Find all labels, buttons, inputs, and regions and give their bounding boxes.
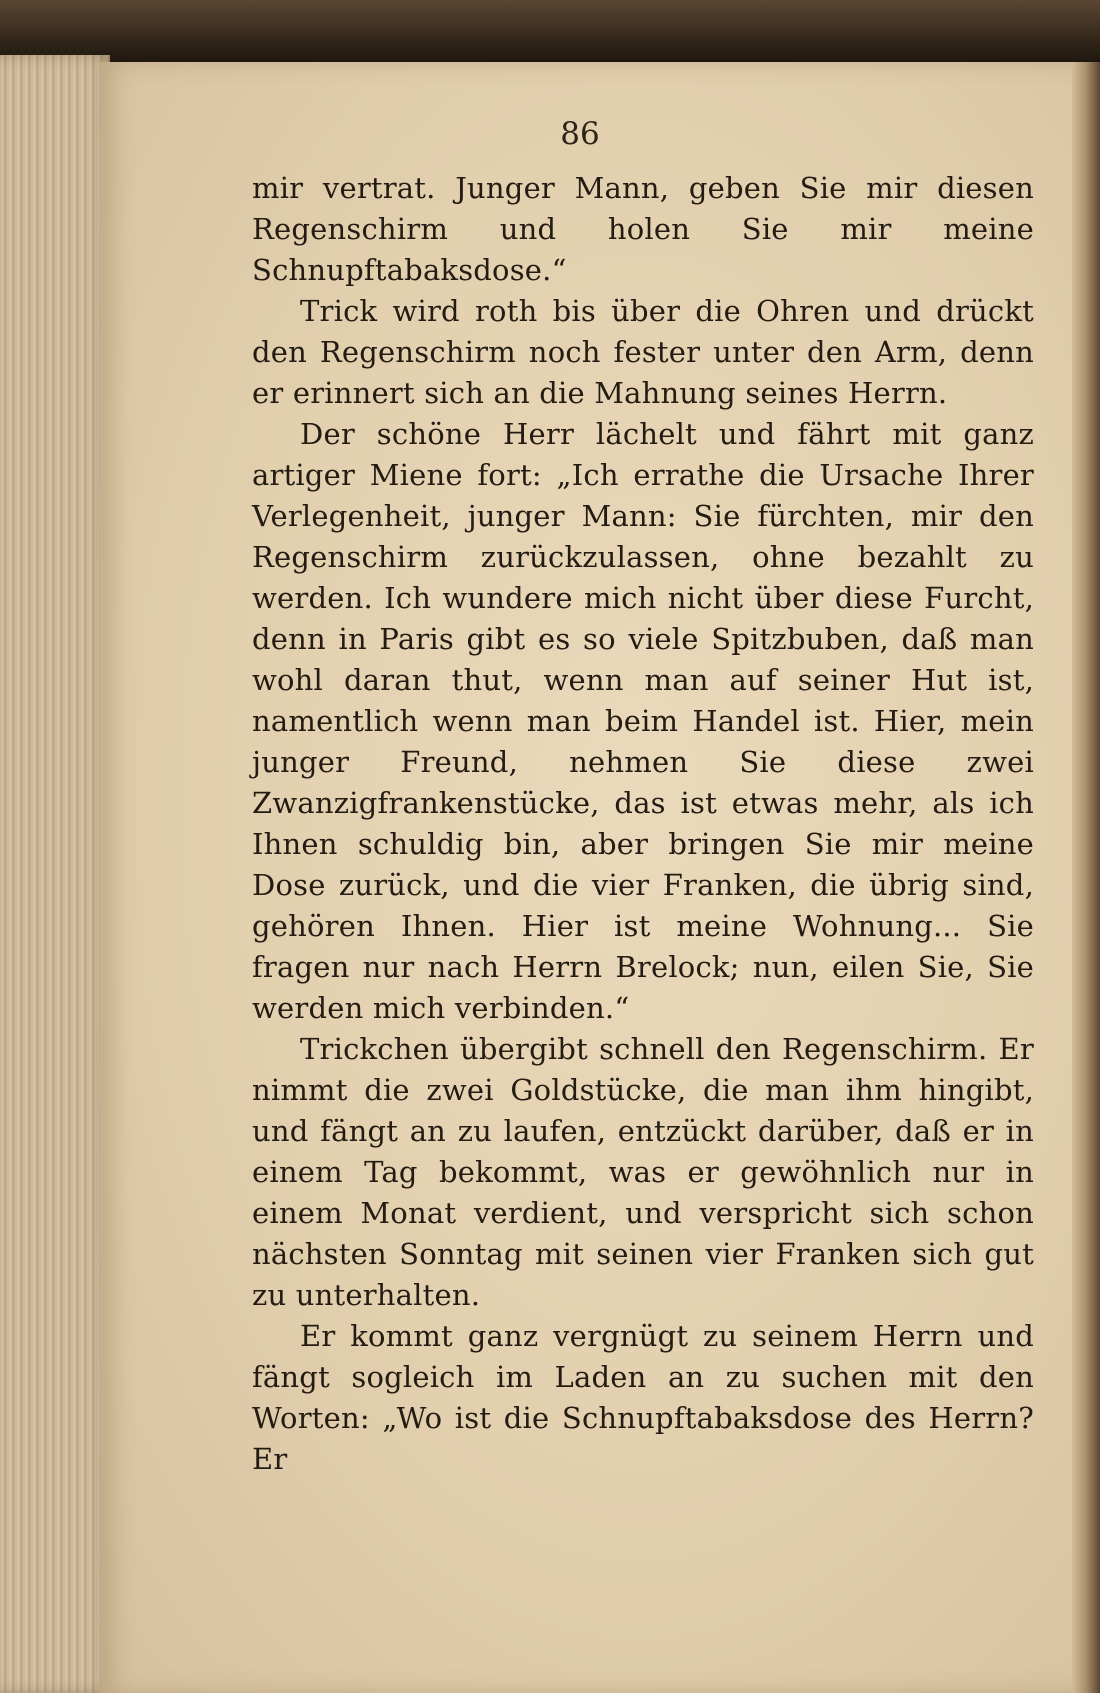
paragraph-2: Trick wird roth bis über die Ohren und drückt den Regenschirm noch fester unter den Arm, denn er erinnert sich an die Mahnung seines Herrn. [252,294,1034,410]
paragraph-3: Der schöne Herr lächelt und fährt mit ganz artiger Miene fort: „Ich errathe die Ursache Ihrer Verlegenheit, junger Mann: Sie fürchten, mir den Regenschirm zurückzulassen, ohne bezahlt zu werden. Ich wundere mich nicht über diese Furcht, denn in Paris gibt es so viele Spitzbuben, daß man wohl daran thut, wenn man auf seiner Hut ist, namentlich wenn man beim Handel ist. Hier, mein junger Freund, nehmen Sie diese zwei Zwanzigfrankenstücke, das ist etwas mehr, als ich Ihnen schuldig bin, aber bringen Sie mir meine Dose zurück, und die vier Franken, die übrig sind, gehören Ihnen. Hier ist meine Wohnung... Sie fragen nur nach Herrn Brelock; nun, eilen Sie, Sie werden mich verbinden.“ [252,417,1034,1025]
page-number: 86 [560,116,600,152]
paragraph-4: Trickchen übergibt schnell den Regenschirm. Er nimmt die zwei Goldstücke, die man ihm hingibt, und fängt an zu laufen, entzückt darüber, daß er in einem Tag bekommt, was er gewöhnlich nur in einem Monat verdient, und verspricht sich schon nächsten Sonntag mit seinen vier Franken sich gut zu unterhalten. [252,1032,1034,1312]
page-stack-edge [0,55,110,1693]
page-text [252,168,1034,1480]
book-top-edge [0,0,1100,62]
paragraph-1: mir vertrat. Junger Mann, geben Sie mir diesen Regenschirm und holen Sie mir meine Schnupftabaksdose.“ [252,171,1034,287]
page-right-edge [1072,62,1100,1693]
paragraph-5: Er kommt ganz vergnügt zu seinem Herrn und fängt sogleich im Laden an zu suchen mit den Worten: „Wo ist die Schnupftabaksdose des Herrn? Er [252,1319,1034,1476]
